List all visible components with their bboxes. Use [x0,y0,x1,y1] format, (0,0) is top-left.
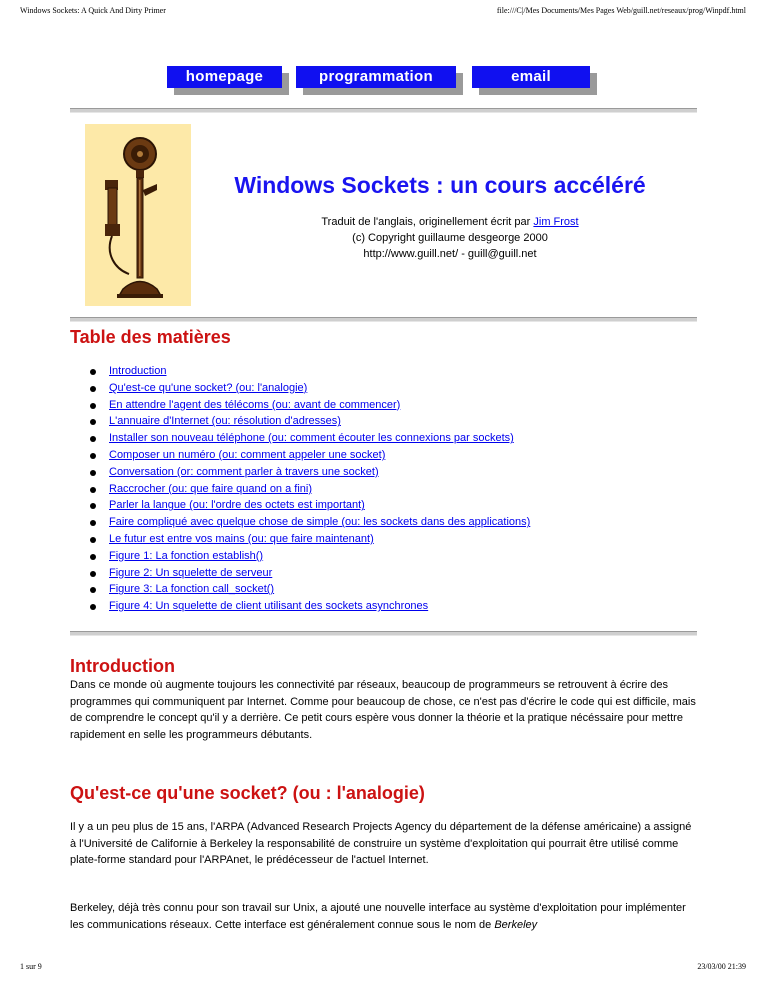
print-footer [0,962,768,978]
translation-credit [250,216,650,228]
berkeley-italic: Berkeley [494,918,538,931]
toc-item [90,531,530,548]
toc-link-future[interactable]: Le futur est entre vos mains (ou: que faire maintenant) [109,532,374,545]
print-datetime: 23/03/00 21:39 [697,962,746,971]
bullet-icon [90,537,96,543]
divider [70,317,697,322]
nav-programmation-button[interactable]: programmation [296,66,456,88]
page-number: 1 sur 9 [20,962,42,971]
divider [70,631,697,636]
toc-link-address-resolution[interactable]: L'annuaire d'Internet (ou: résolution d'adresses) [109,415,341,428]
toc-item [90,447,530,464]
toc-item [90,464,530,481]
divider [70,108,697,113]
toc-link-before-start[interactable]: En attendre l'agent des télécoms (ou: avant de commencer) [109,398,401,411]
bullet-icon [90,386,96,392]
toc-item [90,581,530,598]
toc-link-figure-2[interactable]: Figure 2: Un squelette de serveur [109,566,273,579]
print-header-title: Windows Sockets: A Quick And Dirty Primer [20,6,166,15]
toc-item [90,380,530,397]
toc-link-figure-4[interactable]: Figure 4: Un squelette de client utilisant des sockets asynchrones [109,600,429,613]
bullet-icon [90,487,96,493]
toc-list [90,363,530,615]
toc-item [90,397,530,414]
toc-link-figure-3[interactable]: Figure 3: La fonction call_socket() [109,583,275,596]
document-title: Windows Sockets : un cours accéléré [234,172,646,198]
toc-item [90,565,530,582]
candlestick-telephone-icon [85,124,191,306]
credit-prefix: Traduit de l'anglais, originellement écrit par [321,216,534,228]
toc-link-listen[interactable]: Installer son nouveau téléphone (ou: comment écouter les connexions par sockets) [109,432,514,445]
bullet-icon [90,604,96,610]
intro-heading: Introduction [70,656,175,676]
intro-paragraph: Dans ce monde où augmente toujours les connectivité par réseaux, beaucoup de programmeurs se retrouvent à écrire des programmes qui communiquent par Internet. Comme pour beaucoup de chose, ce n'est pas d'écrire le code qui est difficile, mais de comprendre le concept qu'il y a derrière. Ce petit cours espère vous donner la théorie et la pratique nécéssaire pour mettre rapidement en selle les programmeurs débutants. [70,679,696,741]
bullet-icon [90,520,96,526]
bullet-icon [90,503,96,509]
toc-heading: Table des matières [70,327,231,347]
socket-paragraph-2-text: Berkeley, déjà très connu pour son travail sur Unix, a ajouté une nouvelle interface au système d'exploitation pour implémenter les communications réseaux. Cette interface est généralement connue sous le nom de [70,902,686,931]
bullet-icon [90,436,96,442]
toc-item [90,514,530,531]
bullet-icon [90,554,96,560]
socket-paragraph-2 [70,900,700,933]
bullet-icon [90,587,96,593]
bullet-icon [90,571,96,577]
toc-link-figure-1[interactable]: Figure 1: La fonction establish() [109,549,264,562]
site-contact-line: http://www.guill.net/ - guill@guill.net [363,248,537,260]
toc-item [90,497,530,514]
bullet-icon [90,470,96,476]
toc-item [90,481,530,498]
copyright-line: (c) Copyright guillaume desgeorge 2000 [352,232,548,244]
toc-link-byte-order[interactable]: Parler la langue (ou: l'ordre des octets est important) [109,499,365,512]
bullet-icon [90,419,96,425]
bullet-icon [90,453,96,459]
toc-link-socket[interactable]: Qu'est-ce qu'une socket? (ou: l'analogie) [109,381,308,394]
toc-item [90,430,530,447]
bullet-icon [90,369,96,375]
nav-email-button[interactable]: email [472,66,590,88]
toc-link-call[interactable]: Composer un numéro (ou: comment appeler une socket) [109,448,386,461]
socket-paragraph-1: Il y a un peu plus de 15 ans, l'ARPA (Advanced Research Projects Agency du département de la défense américaine) a assigné à l'Université de Californie à Berkeley la responsabilité de construire un système d'exploitation qui pourrait être utilisé comme plate-forme standard pour l'ARPAnet, le prédécesseur de l'actuel Internet. [70,821,692,866]
toc-link-conversation[interactable]: Conversation (or: comment parler à travers une socket) [109,465,379,478]
nav-bar [0,66,768,100]
print-header [0,6,768,22]
bullet-icon [90,403,96,409]
nav-homepage-button[interactable]: homepage [167,66,282,88]
toc-link-hangup[interactable]: Raccrocher (ou: que faire quand on a fini) [109,482,313,495]
toc-item [90,413,530,430]
author-link[interactable]: Jim Frost [533,216,579,228]
toc-item [90,548,530,565]
toc-link-introduction[interactable]: Introduction [109,365,167,377]
print-header-url: file:///C|/Mes Documents/Mes Pages Web/guill.net/reseaux/prog/Winpdf.html [496,6,746,15]
toc-item [90,598,530,615]
toc-link-applications[interactable]: Faire compliqué avec quelque chose de simple (ou: les sockets dans des applications) [109,516,531,529]
toc-item [90,363,530,380]
socket-heading: Qu'est-ce qu'une socket? (ou : l'analogie) [70,783,425,803]
